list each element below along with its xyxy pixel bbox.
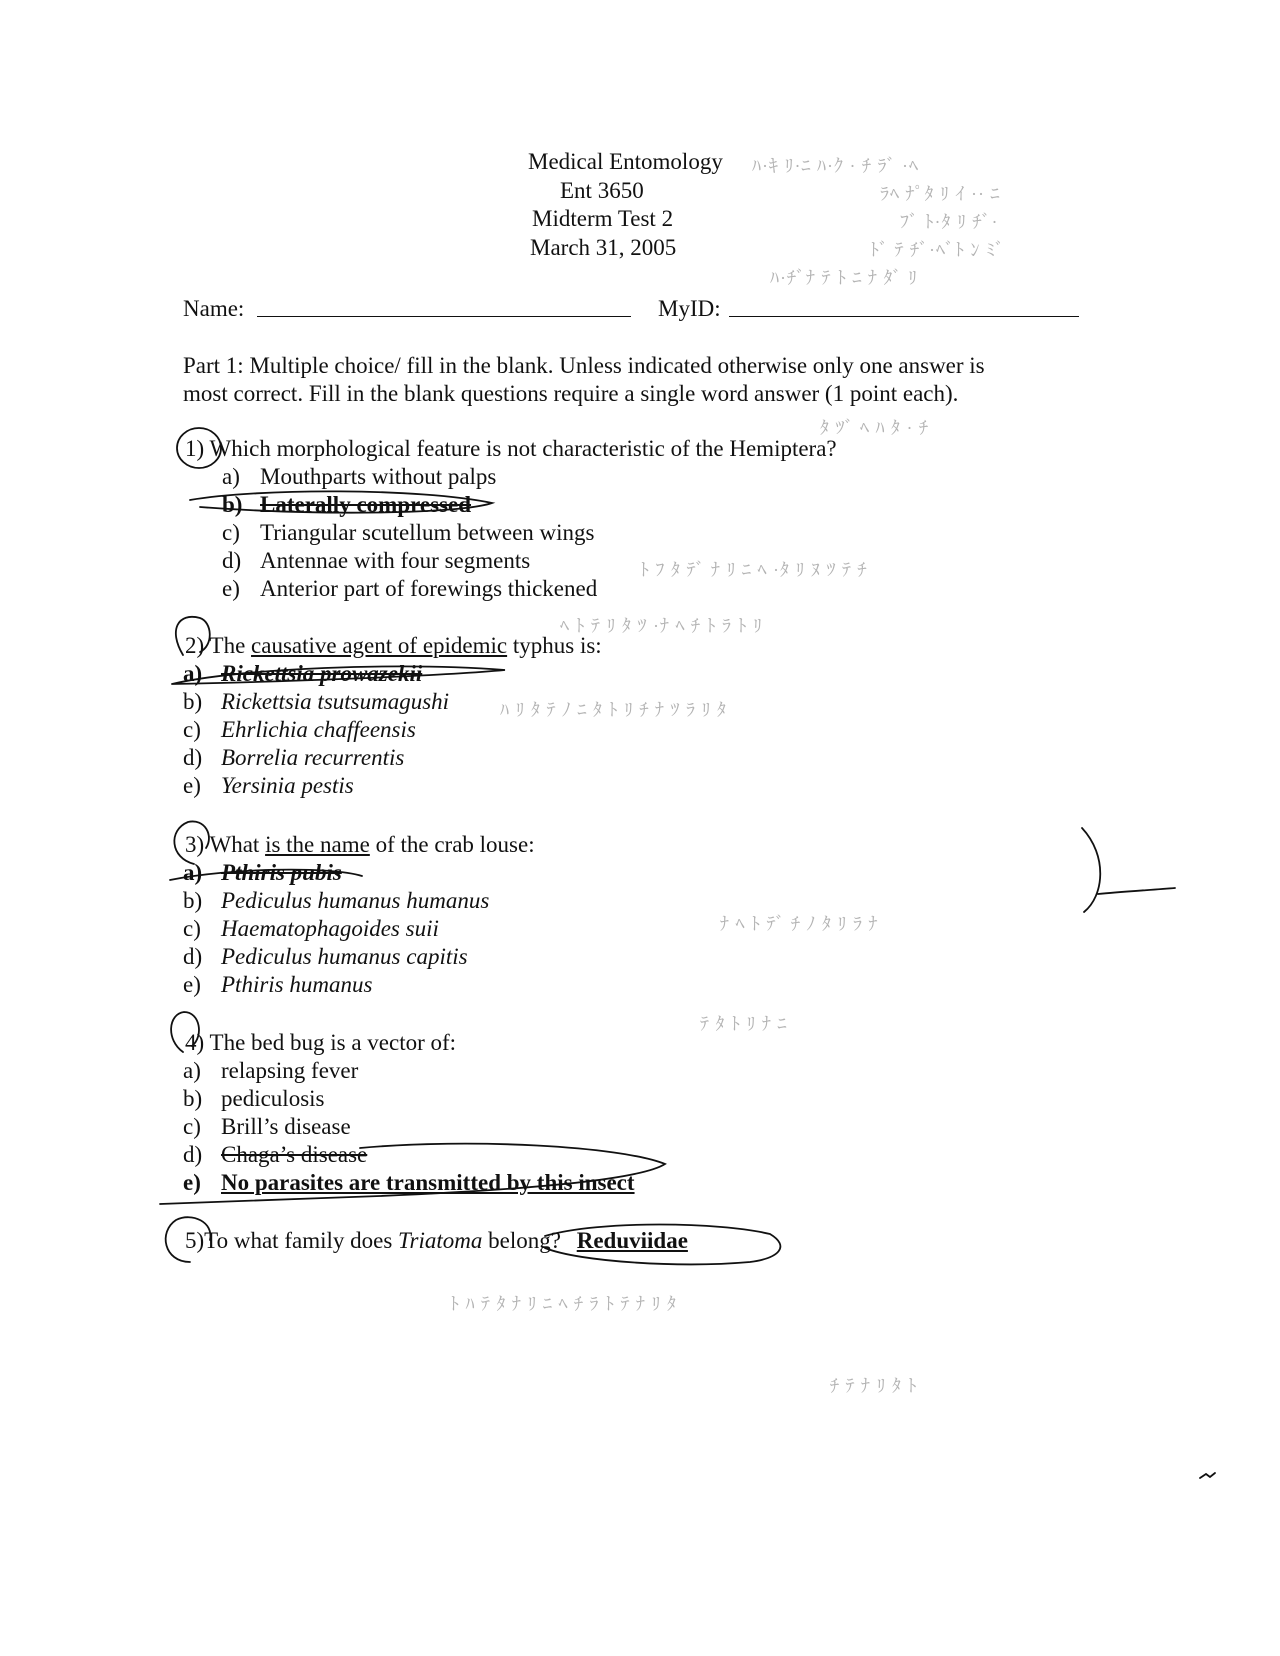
q2-number-circle	[176, 617, 210, 655]
question-text: The bed bug is a vector of:	[209, 1030, 457, 1055]
option-letter: e)	[222, 576, 240, 601]
option-letter: a)	[183, 860, 203, 885]
option-text: Pediculus humanus humanus	[221, 888, 490, 913]
bleed-through-text: ﾁ ﾃ ﾅ ﾘ ﾀ ﾄ	[830, 1376, 918, 1396]
bleed-through-text: ﾊ·ﾁﾞﾅ ﾃ ﾄ ﾆ ﾅ ﾀﾞ ﾘ	[770, 268, 918, 288]
bleed-through-text: ﾀ ﾂﾞ ﾍ ﾊ ﾀ · ﾁ	[820, 418, 929, 438]
fill-in-answer[interactable]: Reduviidae	[576, 1228, 688, 1253]
bleed-through-text: ﾗﾍ ﾅﾟﾀ ﾘ ｲ ·· ﾆ	[880, 184, 1001, 204]
option-letter: e)	[183, 1170, 201, 1195]
option-text: Yersinia pestis	[221, 773, 354, 798]
option-letter: c)	[183, 717, 201, 742]
bleed-through-text: ﾊ·ｷ ﾘ·ﾆ ﾊ·ｸ · ﾁ ﾗﾞ ·ﾍ	[752, 156, 919, 176]
option-letter: c)	[183, 1114, 201, 1139]
option-letter: a)	[183, 661, 203, 686]
option-letter: b)	[183, 689, 203, 714]
margin-dash	[1098, 888, 1175, 894]
option-text: Ehrlichia chaffeensis	[221, 717, 416, 742]
q4-answer-loop	[160, 1144, 665, 1204]
option-letter: c)	[183, 916, 201, 941]
q3-number-circle	[174, 821, 209, 864]
question-number: 4)	[185, 1030, 205, 1055]
q2-answer-loop	[172, 666, 505, 684]
bleed-through-text: ﾄ ﾌ ﾀ ﾃﾞ ﾅ ﾘ ﾆ ﾍ ·ﾀ ﾘ ﾇ ﾂ ﾃ ﾁ	[640, 560, 868, 580]
option-letter: b)	[183, 1086, 203, 1111]
genus-name: Triatoma	[398, 1228, 483, 1253]
question-text: of the crab louse:	[369, 832, 535, 857]
question-text-underlined: is the name	[265, 832, 370, 857]
option-text: Mouthparts without palps	[260, 464, 497, 489]
bleed-through-text: ﾊ ﾘ ﾀ ﾃ ﾉ ﾆ ﾀ ﾄ ﾘ ﾁ ﾅ ﾂ ﾗ ﾘ ﾀ	[500, 700, 727, 720]
question-number: 3)	[185, 832, 205, 857]
question-number: 2)	[185, 633, 205, 658]
option-letter: e)	[183, 972, 201, 997]
option-letter: d)	[222, 548, 242, 573]
q3-answer-stroke	[170, 870, 362, 880]
option-letter: d)	[183, 1142, 203, 1167]
option-text: Pediculus humanus capitis	[221, 944, 468, 969]
option-text: Pthiris pubis	[221, 860, 342, 885]
question-text-underlined: causative agent of epidemic	[251, 633, 508, 658]
bleed-through-text: ﾄﾞ ﾃ ﾁﾞ·ﾍﾞﾄ ﾝ ﾐﾞ	[870, 240, 1005, 260]
question-number: 5)	[185, 1228, 205, 1253]
option-letter: b)	[222, 492, 243, 517]
option-text: Brill’s disease	[221, 1114, 351, 1139]
q1-number-circle	[177, 428, 221, 468]
option-letter: a)	[183, 1058, 201, 1083]
option-text: Laterally compressed	[260, 492, 472, 517]
option-text: Anterior part of forewings thickened	[260, 576, 598, 601]
option-letter: e)	[183, 773, 201, 798]
option-text: Chaga’s disease	[221, 1142, 368, 1167]
option-text: Pthiris humanus	[221, 972, 373, 997]
option-text: Haematophagoides suii	[221, 916, 439, 941]
test-title: Midterm Test 2	[532, 206, 674, 231]
q5-number-circle	[166, 1217, 211, 1262]
test-date: March 31, 2005	[530, 234, 677, 260]
question-text: The	[209, 633, 252, 658]
option-text: Borrelia recurrentis	[221, 745, 405, 770]
bleed-through-text: ﾃ ﾀ ﾄ ﾘ ﾅ ﾆ	[700, 1014, 788, 1034]
option-letter: d)	[183, 745, 203, 770]
question-number: 1)	[185, 436, 205, 461]
bleed-through-text: ﾄ ﾊ ﾃ ﾀ ﾅ ﾘ ﾆ ﾍ ﾁ ﾗ ﾄ ﾃ ﾅ ﾘ ﾀ	[450, 1294, 677, 1314]
option-text: relapsing fever	[221, 1058, 359, 1083]
q1-answer-loop	[190, 491, 492, 512]
corner-scribble	[1200, 1473, 1215, 1478]
option-text: Rickettsia prowazekii	[221, 661, 423, 686]
option-text: Triangular scutellum between wings	[260, 520, 595, 545]
q5-answer-loop	[545, 1225, 780, 1265]
margin-bracket	[1082, 828, 1100, 912]
bleed-through-text: ﾅ ﾍ ﾄ ﾃﾞ ﾁ ﾉ ﾀ ﾘ ﾗ ﾅ	[720, 914, 879, 934]
name-label: Name:	[183, 296, 245, 321]
bleed-through-text: ﾌﾞ ﾄ·ﾀ ﾘ ﾁﾞ·	[900, 212, 999, 232]
question-text: To what family does	[204, 1228, 399, 1253]
option-letter: b)	[183, 888, 203, 913]
question-text: Which morphological feature is not characteristic of the Hemiptera?	[209, 436, 837, 461]
course-title: Medical Entomology	[528, 149, 723, 174]
option-text: Antennae with four segments	[260, 548, 531, 573]
course-code: Ent 3650	[560, 177, 644, 203]
question-text: typhus is:	[507, 633, 602, 658]
option-letter: a)	[222, 464, 240, 489]
myid-label: MyID:	[658, 296, 721, 321]
question-text: What	[209, 832, 266, 857]
question-text: belong?	[482, 1228, 561, 1253]
q4-number-circle	[171, 1012, 199, 1052]
option-text: Rickettsia tsutsumagushi	[221, 689, 450, 714]
option-text: pediculosis	[221, 1086, 325, 1111]
option-letter: c)	[222, 520, 240, 545]
option-text: No parasites are transmitted by this insect	[221, 1170, 635, 1195]
bleed-through-text: ﾍ ﾄ ﾃ ﾘ ﾀ ﾂ ·ﾅ ﾍ ﾁ ﾄ ﾗ ﾄ ﾘ	[560, 616, 763, 636]
option-letter: d)	[183, 944, 203, 969]
instructions-line-1: Part 1: Multiple choice/ fill in the blank. Unless indicated otherwise only one answer is	[183, 353, 985, 378]
instructions-line-2: most correct. Fill in the blank questions require a single word answer (1 point each).	[183, 381, 959, 406]
